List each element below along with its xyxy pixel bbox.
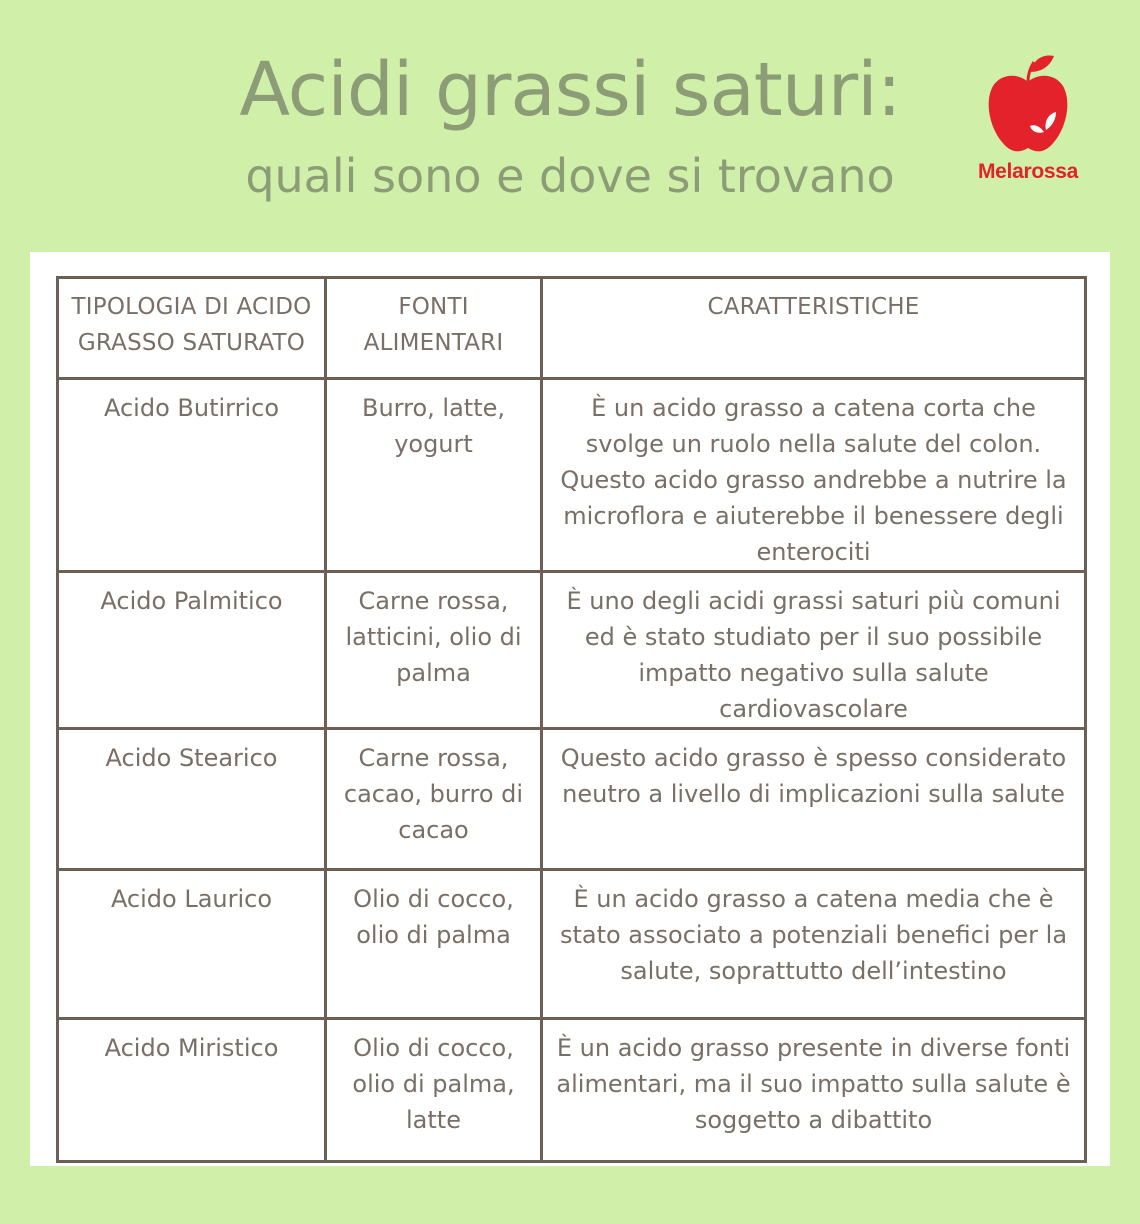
cell-sources: Carne rossa, cacao, burro di cacao	[326, 729, 542, 870]
cell-type: Acido Laurico	[58, 870, 326, 1019]
cell-sources: Carne rossa, latticini, olio di palma	[326, 572, 542, 729]
cell-type: Acido Stearico	[58, 729, 326, 870]
cell-features: È uno degli acidi grassi saturi più comuni ed è stato studiato per il suo possibile impatto negativo sulla salute cardiovascolare	[542, 572, 1086, 729]
page-subtitle: quali sono e dove si trovano	[245, 149, 895, 203]
cell-features: È un acido grasso a catena media che è stato associato a potenziali benefici per la salute, soprattutto dell’intestino	[542, 870, 1086, 1019]
cell-features: È un acido grasso presente in diverse fonti alimentari, ma il suo impatto sulla salute è soggetto a dibattito	[542, 1019, 1086, 1162]
cell-sources: Olio di cocco, olio di palma, latte	[326, 1019, 542, 1162]
table-row	[58, 379, 1086, 572]
page-title: Acidi grassi saturi:	[239, 47, 901, 133]
table-row	[58, 572, 1086, 729]
table-row	[58, 1019, 1086, 1162]
logo-text: Melarossa	[977, 160, 1079, 183]
melarossa-logo[interactable]	[958, 52, 1098, 192]
table-card	[30, 252, 1110, 1166]
cell-type: Acido Butirrico	[58, 379, 326, 572]
apple-icon	[984, 52, 1072, 156]
cell-sources: Burro, latte, yogurt	[326, 379, 542, 572]
saturated-fats-table	[56, 276, 1087, 1163]
column-header-sources: FONTI ALIMENTARI	[326, 278, 542, 379]
table-row	[58, 870, 1086, 1019]
column-header-features: CARATTERISTICHE	[542, 278, 1086, 379]
cell-type: Acido Miristico	[58, 1019, 326, 1162]
table-header-row	[58, 278, 1086, 379]
table-row	[58, 729, 1086, 870]
column-header-type: TIPOLOGIA DI ACIDO GRASSO SATURATO	[58, 278, 326, 379]
cell-sources: Olio di cocco, olio di palma	[326, 870, 542, 1019]
cell-features: Questo acido grasso è spesso considerato neutro a livello di implicazioni sulla salute	[542, 729, 1086, 870]
cell-type: Acido Palmitico	[58, 572, 326, 729]
cell-features: È un acido grasso a catena corta che svolge un ruolo nella salute del colon. Questo acido grasso andrebbe a nutrire la microflora e aiuterebbe il benessere degli enterociti	[542, 379, 1086, 572]
